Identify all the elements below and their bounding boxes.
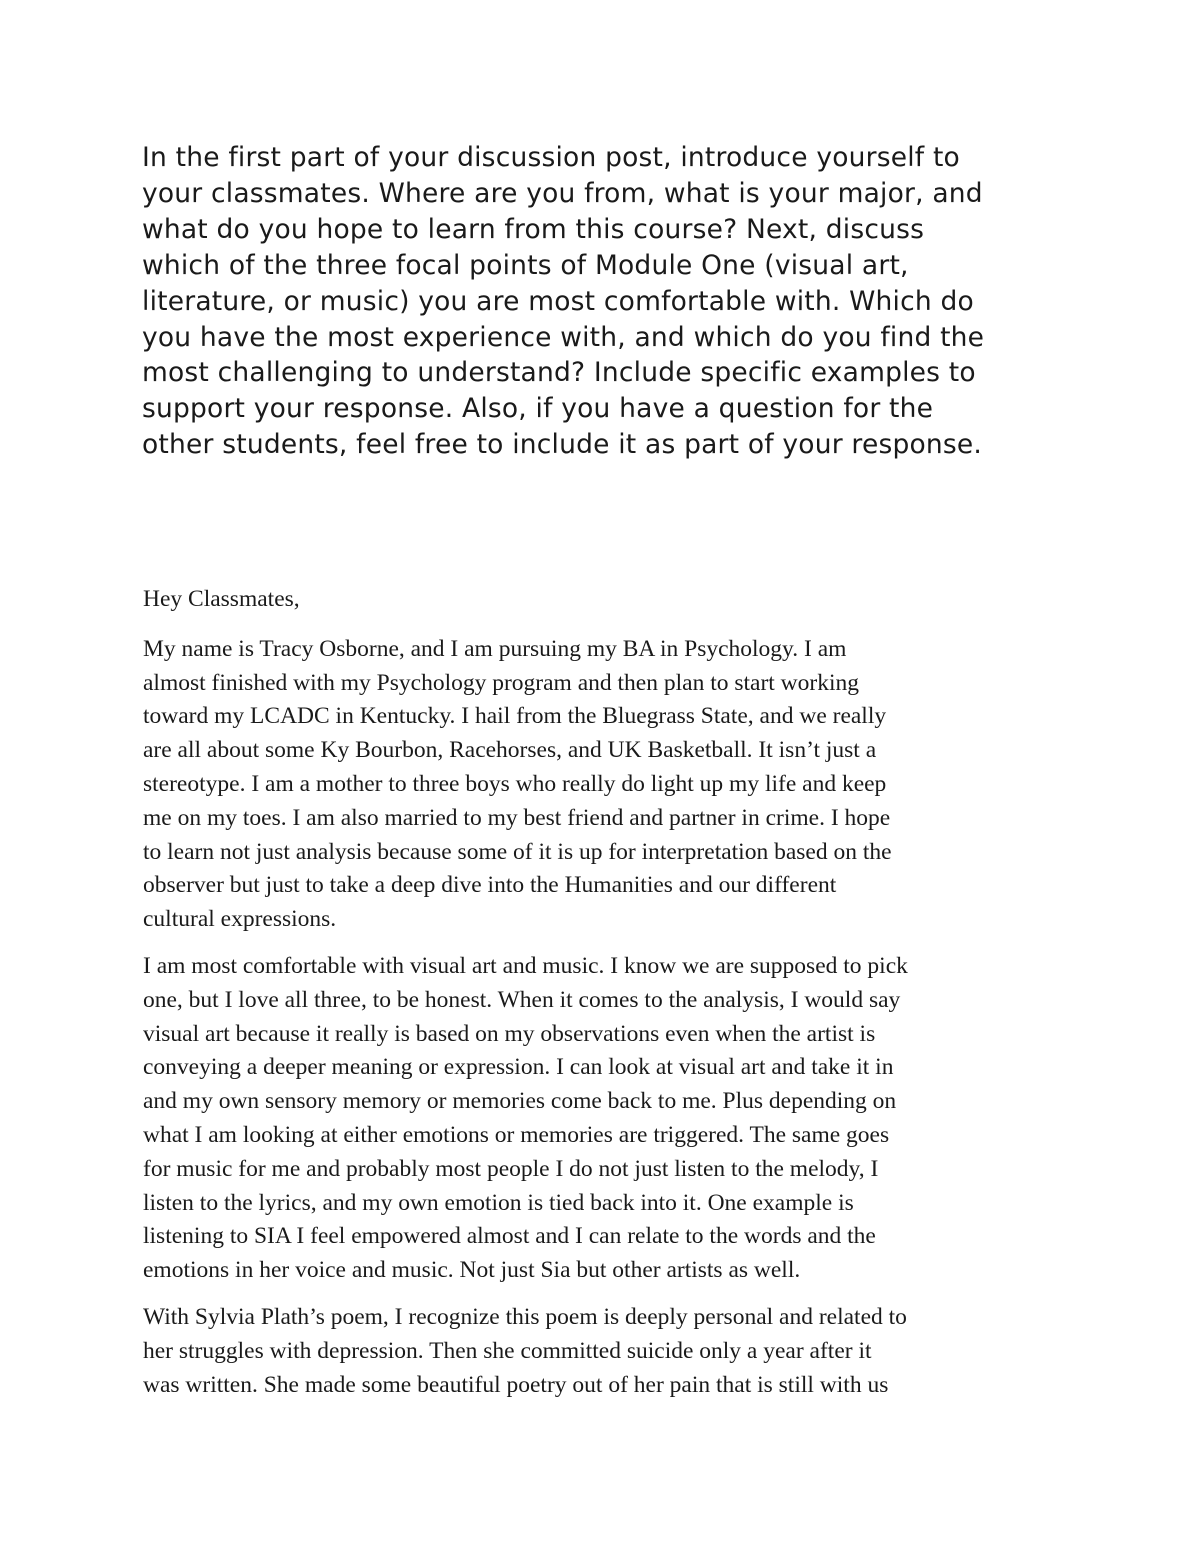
response-paragraph-visual-art-music: I am most comfortable with visual art and music. I know we are supposed to pick one, but I love all three, to be honest. When it comes to the analysis, I would say visual art because it really is based on my observations even when the artist is conveying a deeper meaning or expression. I can look at visual art and take it in and my own sensory memory or memories come back to me. Plus depending on what I am looking at either emotions or memories are triggered. The same goes for music for me and probably most people I do not just listen to the melody, I listen to the lyrics, and my own emotion is tied back into it. One example is listening to SIA I feel empowered almost and I can relate to the words and the emotions in her voice and music. Not just Sia but other artists as well.: [143, 952, 908, 1284]
response-greeting: Hey Classmates,: [143, 586, 300, 612]
discussion-prompt: In the first part of your discussion post, introduce yourself to your classmates. Where are you from, what is your major, and what do you hope to learn from this course? Next, discuss which of the three focal points of Module One (visual art, literature, or music) you are most comfortable with. Which do you have the most experience with, and which do you find the most challenging to understand? Include specific examples to support your response. Also, if you have a question for the other students, feel free to include it as part of your response.: [142, 142, 985, 461]
response-paragraph-sylvia-plath: With Sylvia Plath’s poem, I recognize this poem is deeply personal and related to her struggles with depression. Then she committed suicide only a year after it was written. She made some beautiful poetry out of her pain that is still with us: [143, 1303, 907, 1398]
response-paragraph-introduction: My name is Tracy Osborne, and I am pursuing my BA in Psychology. I am almost finished with my Psychology program and then plan to start working toward my LCADC in Kentucky. I hail from the Bluegrass State, and we really are all about some Ky Bourbon, Racehorses, and UK Basketball. It isn’t just a stereotype. I am a mother to three boys who really do light up my life and keep me on my toes. I am also married to my best friend and partner in crime. I hope to learn not just analysis because some of it is up for interpretation based on the observer but just to take a deep dive into the Humanities and our different cultural expressions.: [143, 635, 892, 933]
discussion-response: [143, 583, 1073, 1415]
